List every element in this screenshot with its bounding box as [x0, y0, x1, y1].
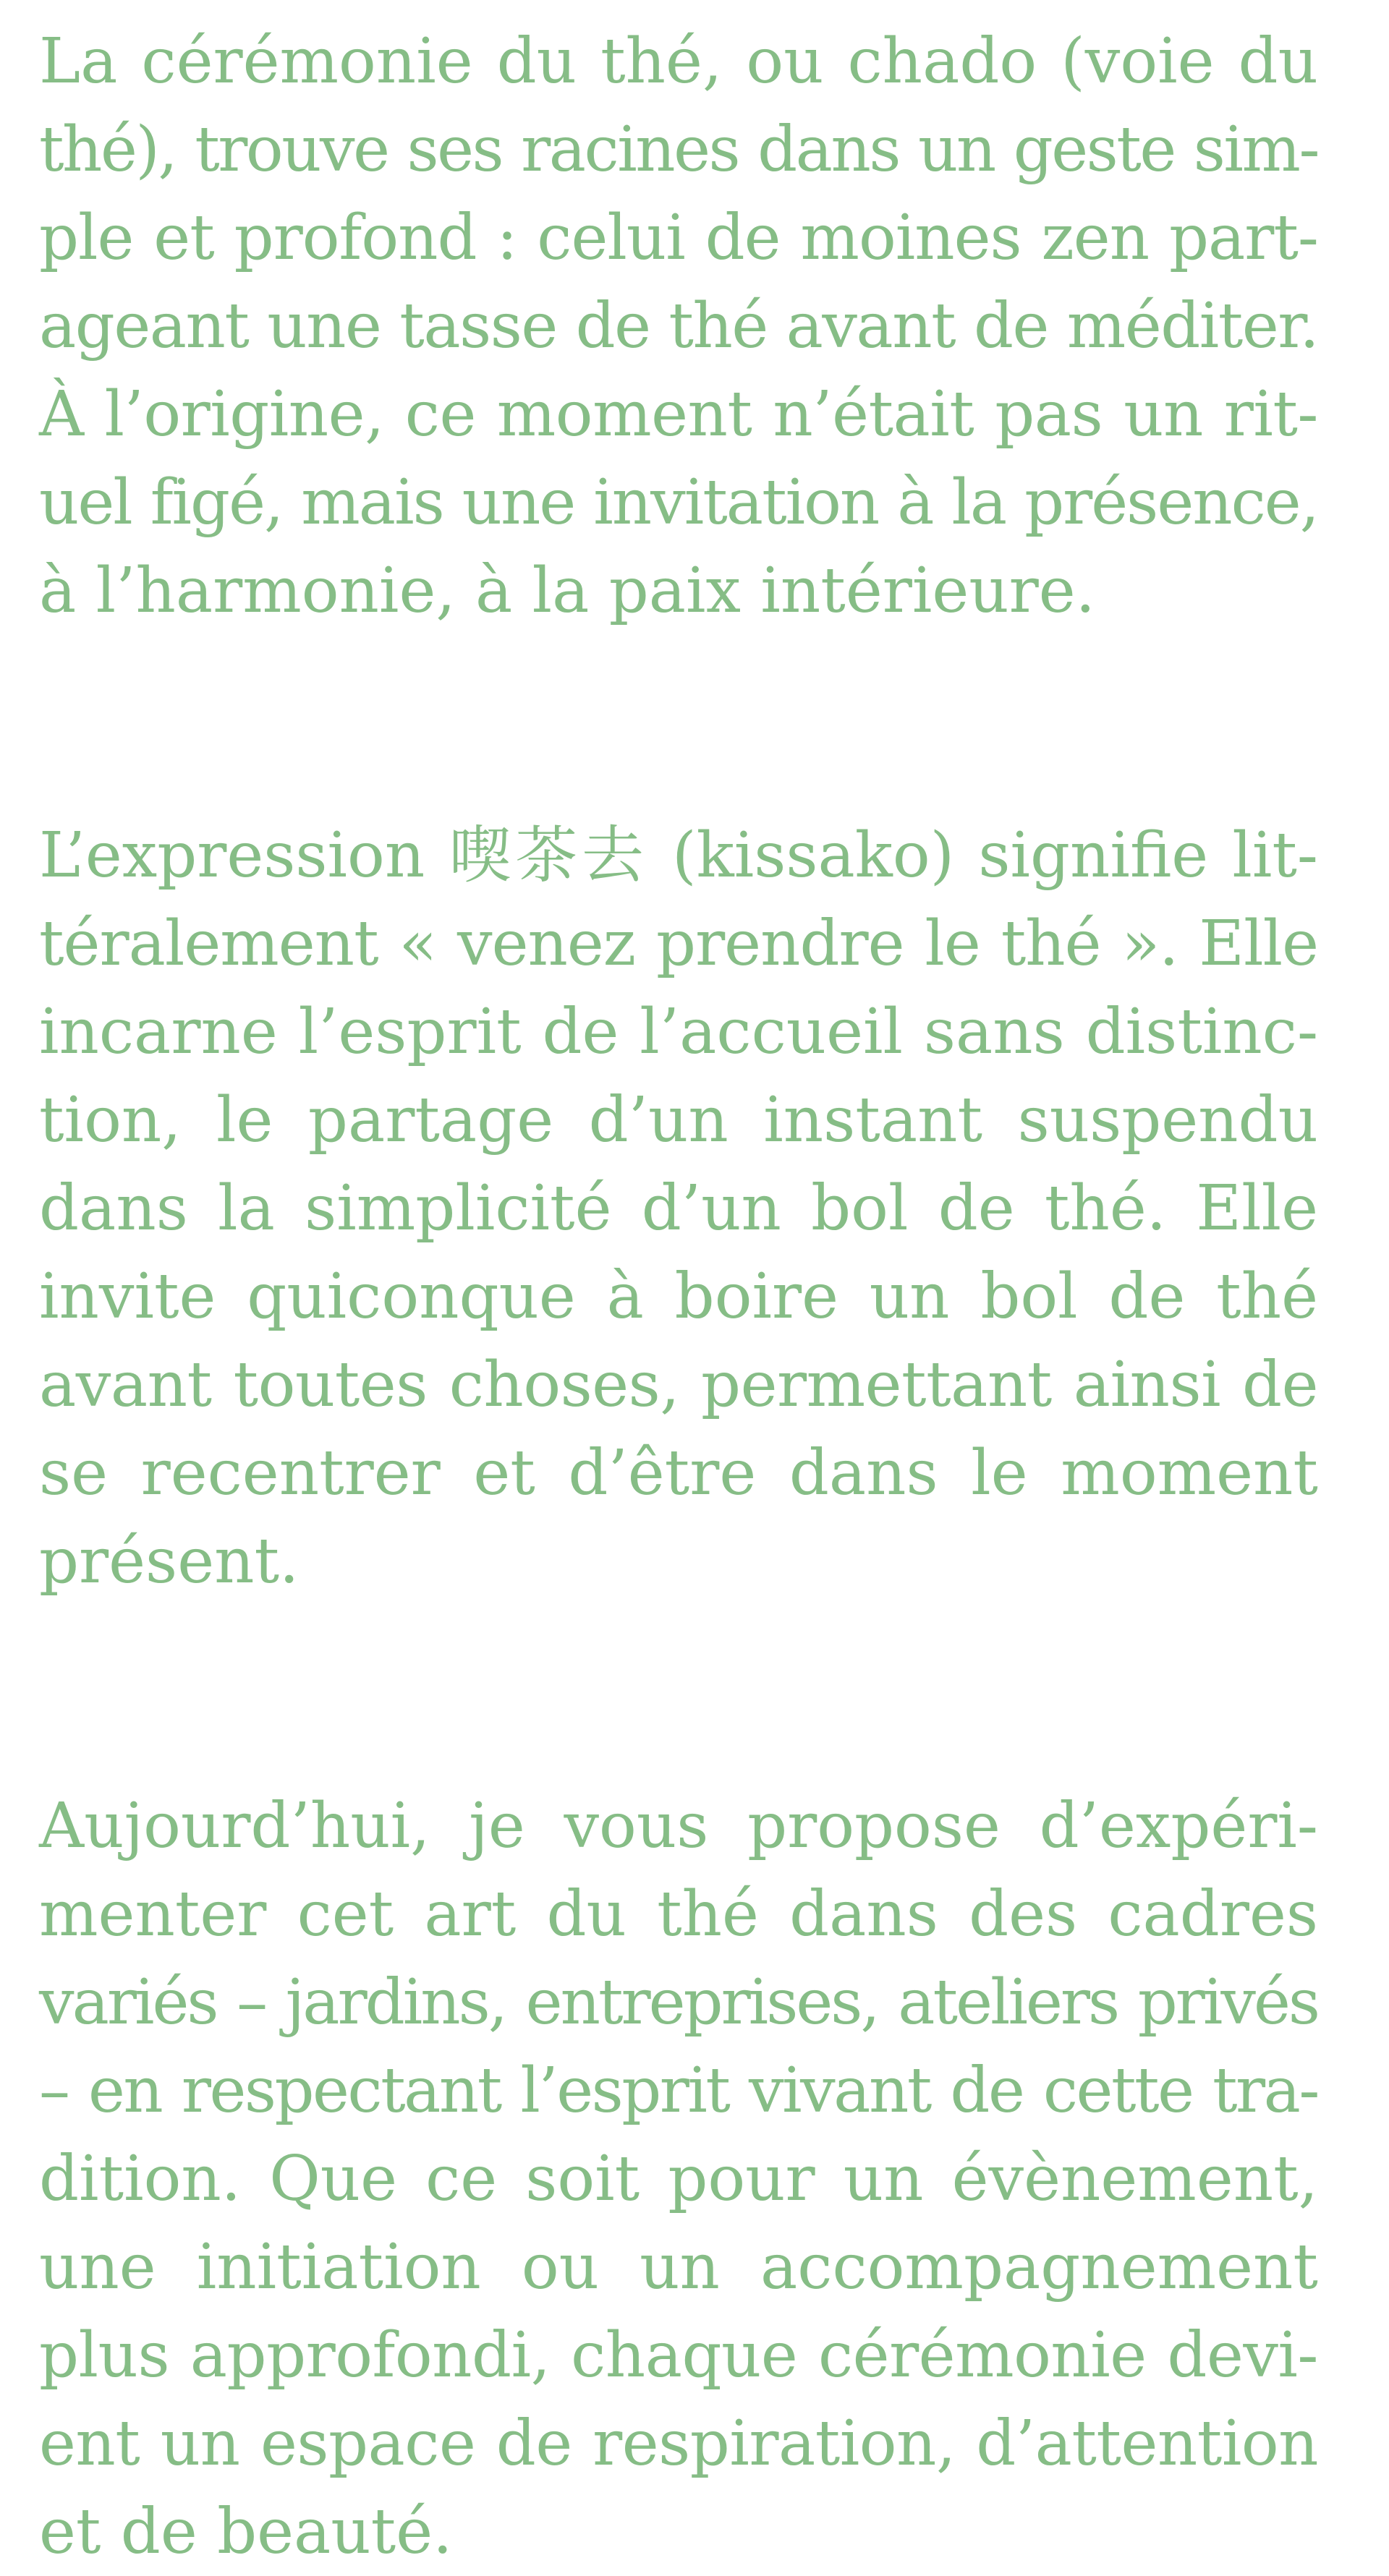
paragraph-origins — [39, 17, 1318, 635]
text-line: se recentrer et d’être dans le moment — [39, 1437, 1318, 1509]
text-line: La cérémonie du thé, ou chado (voie du — [39, 25, 1318, 98]
paragraph-spacer — [39, 635, 1318, 811]
text-line: une initiation ou un accompagnement — [39, 2231, 1318, 2303]
text-line: menter cet art du thé dans des cadres — [39, 1878, 1318, 1950]
text-line: – en respectant l’esprit vivant de cette tra- — [39, 2055, 1318, 2127]
text-line: tion, le partage d’un instant suspendu — [39, 1084, 1318, 1156]
text-line: téralement « venez prendre le thé ». Elle — [39, 908, 1318, 980]
text-line: ent un espace de respiration, d’attention — [39, 2407, 1318, 2480]
text-line: À l’origine, ce moment n’était pas un rit- — [39, 378, 1318, 451]
text-line: ageant une tasse de thé avant de méditer. — [39, 290, 1319, 362]
text-body — [39, 17, 1318, 2576]
text-line: Aujourd’hui, je vous propose d’expéri- — [39, 1790, 1318, 1862]
text-line: ple et profond : celui de moines zen part- — [39, 202, 1318, 274]
text-line: L’expression 喫茶去 (kissako) signifie lit- — [39, 819, 1318, 892]
text-line: et de beauté. — [39, 2496, 453, 2568]
text-line: dans la simplicité d’un bol de thé. Elle — [39, 1172, 1318, 1245]
text-line: plus approfondi, chaque cérémonie devi- — [39, 2319, 1318, 2392]
paragraph-spacer — [39, 1605, 1318, 1782]
text-line: à l’harmonie, à la paix intérieure. — [39, 555, 1095, 627]
paragraph-today — [39, 1782, 1318, 2576]
text-line: invite quiconque à boire un bol de thé — [39, 1261, 1318, 1333]
text-line: présent. — [39, 1525, 300, 1598]
text-line: incarne l’esprit de l’accueil sans distinc- — [39, 996, 1318, 1068]
text-line: variés – jardins, entreprises, ateliers privés — [39, 1966, 1318, 2039]
text-line: thé), trouve ses racines dans un geste sim- — [39, 114, 1318, 186]
text-line: avant toutes choses, permettant ainsi de — [39, 1349, 1318, 1421]
paragraph-kissako — [39, 811, 1318, 1605]
text-line: dition. Que ce soit pour un évènement, — [39, 2143, 1318, 2215]
text-line: uel figé, mais une invitation à la présence, — [39, 466, 1318, 539]
